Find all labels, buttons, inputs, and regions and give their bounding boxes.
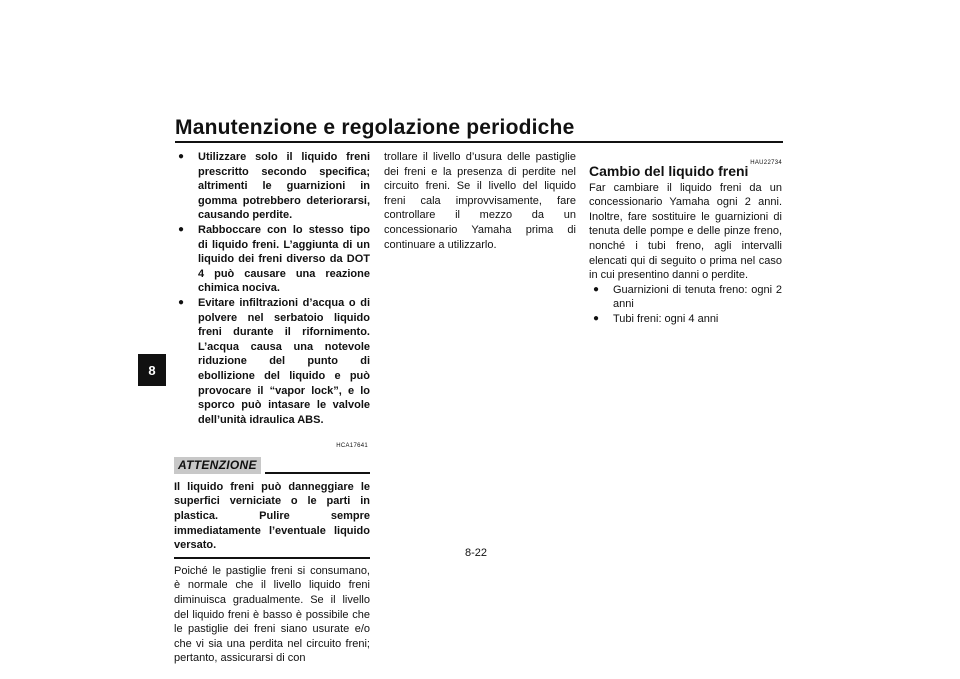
body-paragraph-3: Far cambiare il liquido freni da un concessionario Yamaha ogni 2 anni. Inoltre, fare sostituire le guarnizioni di tenuta delle pompe e delle pinze freno, nonché i tubi freno, agli intervalli elencati qui di seguito o prima nel caso in cui presentino danni o perdite.	[589, 181, 782, 282]
header-rule	[175, 141, 783, 143]
warning-bullet-2: ● Rabboccare con lo stesso tipo di liquido freni. L’aggiunta di un liquido dei freni diverso da DOT 4 può causare una reazione chimica nociva.	[174, 223, 370, 296]
column-2	[384, 150, 576, 252]
notice-end-rule	[174, 557, 370, 559]
notice-label: ATTENZIONE	[174, 457, 261, 474]
interval-list	[589, 283, 782, 327]
body-paragraph-2: trollare il livello d’usura delle pastiglie dei freni e la presenza di perdite nel circuito freni. Se il livello del liquido freni cala improvvisamente, fare controllare il mezzo da un concessionario Yamaha prima di continuare a utilizzarlo.	[384, 151, 576, 251]
notice-code: HCA17641	[336, 443, 368, 450]
notice-text: Il liquido freni può danneggiare le superfici verniciate o le parti in plastica. Pulire sempre immediatamente l’eventuale liquido versato.	[174, 480, 370, 552]
chapter-tab: 8	[138, 354, 166, 386]
column-1	[174, 150, 370, 666]
section-title: Cambio del liquido freni	[589, 163, 749, 179]
notice-box	[174, 439, 370, 559]
page-number: 8-22	[465, 547, 488, 559]
column-3	[589, 150, 782, 327]
warning-bullet-3: ● Evitare infiltrazioni d’acqua o di polvere nel serbatoio liquido freni durante il rifornimento. L’acqua causa una notevole riduzione del punto di ebollizione del liquido e può provocare il “vapor lock”, e lo sporco può intasare le valvole dell’unità idraulica ABS.	[174, 296, 370, 427]
body-paragraph-1: Poiché le pastiglie freni si consumano, è normale che il livello liquido freni diminuisca gradualmente. Se il livello del liquido freni è basso è possibile che le pastiglie dei freni siano usurate e/o che vi sia una perdita nel circuito freni; pertanto, assicurarsi di con	[174, 564, 370, 665]
notice-rule	[265, 472, 370, 474]
section-code: HAU22734	[750, 160, 782, 166]
interval-item-1: ● Guarnizioni di tenuta freno: ogni 2 anni	[589, 283, 782, 312]
page-title: Manutenzione e regolazione periodiche	[175, 116, 575, 139]
interval-item-2: ● Tubi freni: ogni 4 anni	[589, 312, 782, 327]
warning-bullet-1: ● Utilizzare solo il liquido freni prescritto secondo specifica; altrimenti le guarnizioni in gomma potrebbero deteriorarsi, causando perdite.	[174, 150, 370, 223]
warning-bullet-list	[174, 150, 370, 427]
